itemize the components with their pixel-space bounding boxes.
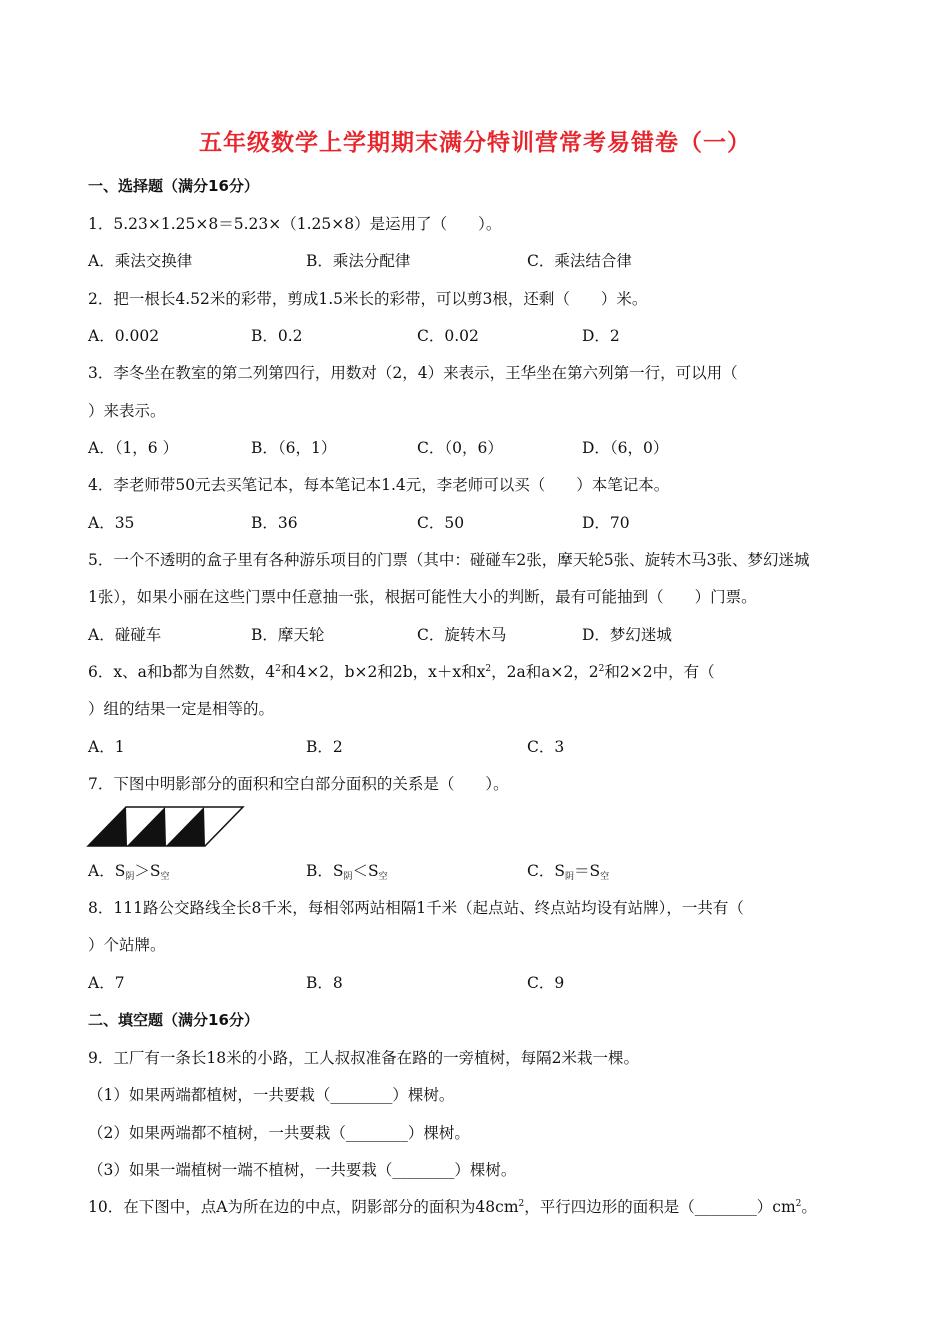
q5-option-a: A．碰碰车 — [88, 626, 162, 644]
q8-option-a: A．7 — [88, 974, 125, 992]
q6-option-b: B．2 — [306, 738, 343, 756]
q2-option-a: A．0.002 — [88, 327, 160, 345]
q4-option-d: D．70 — [582, 514, 630, 532]
q1-option-a: A．乘法交换律 — [88, 252, 193, 270]
question-8-line-1: 8．111路公交路线全长8千米，每相邻两站相隔1千米（起点站、终点站均设有站牌），一共有（ — [88, 899, 744, 917]
question-3-line-1: 3．李冬坐在教室的第二列第四行，用数对（2，4）来表示，王华坐在第六列第一行，可以用（ — [88, 364, 738, 382]
page-title: 五年级数学上学期期末满分特训营常考易错卷（一） — [199, 130, 751, 156]
q8-option-b: B．8 — [306, 974, 343, 992]
q1-option-c: C．乘法结合律 — [527, 252, 632, 270]
question-5-line-1: 5．一个不透明的盒子里有各种游乐项目的门票（其中：碰碰车2张，摩天轮5张、旋转木马3张、梦幻迷城 — [88, 551, 810, 569]
q3-option-d: D．（6，0） — [582, 439, 669, 457]
q5-option-b: B．摩天轮 — [251, 626, 325, 644]
q6-option-a: A．1 — [88, 738, 125, 756]
question-1: 1．5.23×1.25×8＝5.23×（1.25×8）是运用了（ ）。 — [88, 215, 502, 233]
question-3-line-2: ）来表示。 — [88, 402, 166, 420]
question-8-line-2: ）个站牌。 — [88, 936, 166, 954]
q4-option-c: C．50 — [417, 514, 465, 532]
question-5-line-2: 1张），如果小丽在这些门票中任意抽一张，根据可能性大小的判断，最有可能抽到（ ）门票。 — [88, 588, 757, 606]
question-6-line-2: ）组的结果一定是相等的。 — [88, 700, 275, 718]
section-heading-fill-blank: 二、填空题（满分16分） — [88, 1011, 259, 1029]
q5-option-d: D．梦幻迷城 — [582, 626, 672, 644]
question-9-part-3: （3）如果一端植树一端不植树，一共要栽（________）棵树。 — [88, 1161, 517, 1179]
q8-option-c: C．9 — [527, 974, 565, 992]
question-9: 9．工厂有一条长18米的小路，工人叔叔准备在路的一旁植树，每隔2米栽一棵。 — [88, 1049, 639, 1067]
question-2: 2．把一根长4.52米的彩带，剪成1.5米长的彩带，可以剪3根，还剩（ ）米。 — [88, 290, 648, 308]
q5-option-c: C．旋转木马 — [417, 626, 507, 644]
question-4: 4．李老师带50元去买笔记本，每本笔记本1.4元，李老师可以买（ ）本笔记本。 — [88, 476, 670, 494]
q2-option-d: D．2 — [582, 327, 620, 345]
question-9-part-2: （2）如果两端都不植树，一共要栽（________）棵树。 — [88, 1124, 470, 1142]
q2-option-b: B．0.2 — [251, 327, 303, 345]
q3-option-b: B．（6，1） — [251, 439, 337, 457]
question-9-part-1: （1）如果两端都植树，一共要栽（________）棵树。 — [88, 1086, 455, 1104]
q4-option-b: B．36 — [251, 514, 298, 532]
q2-option-c: C．0.02 — [417, 327, 479, 345]
q3-option-c: C．（0，6） — [417, 439, 503, 457]
q6-option-c: C．3 — [527, 738, 565, 756]
question-7: 7．下图中明影部分的面积和空白部分面积的关系是（ ）。 — [88, 775, 509, 793]
q3-option-a: A．（1，6 ） — [88, 439, 179, 457]
question-10: 10．在下图中，点A为所在边的中点，阴影部分的面积为$48cm^2$，平行四边形的面积是$(\_\_\_\_\_\_\_\_)cm^2$。 — [88, 1198, 817, 1216]
section-heading-choice: 一、选择题（满分16分） — [88, 177, 259, 195]
q4-option-a: A．35 — [88, 514, 135, 532]
q7-option-b: B．$S_阴<S_空$ — [306, 862, 388, 882]
question-6-line-1: 6．x、a和b都为自然数，$4^2$和4×2，b×2和2b，x＋x和$x^2$，2a和a×2，$2^2$和2×2中，有（ — [88, 663, 715, 681]
q7-option-a: A．$S_阴>S_空$ — [88, 862, 170, 882]
q7-option-c: C．$S_阴=S_空$ — [527, 862, 610, 882]
q1-option-b: B．乘法分配律 — [306, 252, 411, 270]
parallelogram-triangles-figure — [86, 805, 246, 849]
